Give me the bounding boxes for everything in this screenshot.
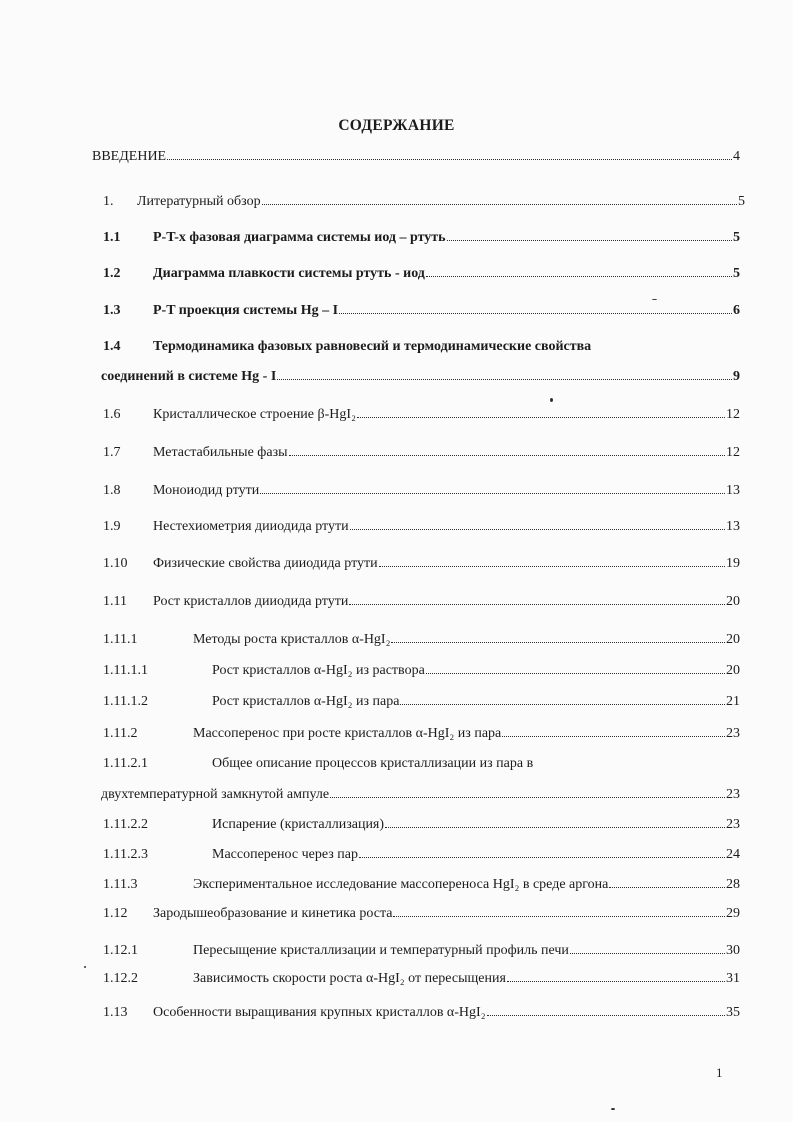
- toc-entry: [103, 1003, 740, 1021]
- dot-leader: [487, 1003, 725, 1016]
- toc-entry-page: 24: [726, 847, 740, 862]
- toc-entry-text: Кристаллическое строение β-HgI₂: [153, 407, 356, 422]
- toc-entry: [103, 554, 740, 572]
- toc-entry-text: Методы роста кристаллов α-HgI₂: [193, 632, 391, 647]
- toc-entry: [103, 443, 740, 461]
- toc-entry-text: Пересыщение кристаллизации и температурный профиль печи: [193, 943, 569, 958]
- toc-entry-number: 1.11.1.1: [103, 663, 148, 678]
- dot-leader: [262, 192, 737, 205]
- toc-entry-text: Моноиодид ртути: [153, 483, 260, 498]
- toc-entry-text: Испарение (кристаллизация): [212, 817, 385, 832]
- scan-speck: [611, 1108, 615, 1110]
- toc-entry-number: 1.12.1: [103, 943, 138, 958]
- dot-leader: [391, 630, 725, 643]
- dot-leader: [426, 264, 732, 277]
- toc-entry: [103, 592, 740, 610]
- toc-entry-text: Метастабильные фазы: [153, 445, 288, 460]
- toc-entry-text: Зародышеобразование и кинетика роста: [153, 906, 393, 921]
- toc-entry: [103, 338, 740, 356]
- toc-entry-text: ВВЕДЕНИЕ: [92, 149, 167, 164]
- toc-entry: [103, 264, 740, 282]
- toc-entry-number: 1.2: [103, 266, 121, 281]
- toc-entry-page: 20: [726, 594, 740, 609]
- page-title: СОДЕРЖАНИЕ: [338, 117, 455, 134]
- dot-leader: [379, 554, 725, 567]
- toc-entry-number: 1.: [103, 194, 114, 209]
- toc-entry-text: Термодинамика фазовых равновесий и термодинамические свойства: [153, 339, 592, 354]
- toc-entry-number: 1.11.2.3: [103, 847, 148, 862]
- toc-entry-number: 1.8: [103, 483, 121, 498]
- toc-entry-text: Зависимость скорости роста α-HgI₂ от пересыщения: [193, 971, 506, 986]
- toc-entry-number: 1.10: [103, 556, 128, 571]
- dot-leader: [502, 724, 725, 737]
- toc-entry: [103, 941, 740, 959]
- toc-entry-text: Рост кристаллов дииодида ртути: [153, 594, 349, 609]
- toc-entry: [103, 301, 740, 319]
- toc-entry-number: 1.11.2.1: [103, 756, 148, 771]
- dot-leader: [447, 228, 732, 241]
- toc-entry-text: Нестехиометрия дииодида ртути: [153, 519, 349, 534]
- toc-entry-page: 29: [726, 906, 740, 921]
- dot-leader: [330, 785, 725, 798]
- toc-entry-number: 1.12: [103, 906, 128, 921]
- toc-entry-number: 1.11.2.2: [103, 817, 148, 832]
- page-number: 1: [716, 1065, 723, 1080]
- toc-entry-page: 28: [726, 877, 740, 892]
- toc-entry-page: 9: [733, 369, 740, 384]
- dot-leader: [349, 592, 725, 605]
- toc-entry-number: 1.3: [103, 303, 121, 318]
- toc-entry-page: 5: [733, 266, 740, 281]
- toc-entry-text: Массоперенос при росте кристаллов α-HgI₂ из пара: [193, 726, 502, 741]
- dot-leader: [339, 301, 732, 314]
- dot-leader: [260, 481, 725, 494]
- toc-entry-page: 19: [726, 556, 740, 571]
- toc-entry-page: 23: [726, 726, 740, 741]
- toc-entry-page: 6: [733, 303, 740, 318]
- toc-entry: [103, 517, 740, 535]
- dot-leader: [277, 367, 732, 380]
- toc-entry: [103, 692, 740, 710]
- toc-entry-continuation: [101, 785, 740, 803]
- toc-entry-number: 1.1: [103, 230, 121, 245]
- dot-leader: [350, 517, 725, 530]
- toc-entry: [103, 875, 740, 893]
- toc-entry-text: P-T-x фазовая диаграмма системы иод – ртуть: [153, 230, 446, 245]
- toc-entry: [103, 630, 740, 648]
- dot-leader: [609, 875, 725, 888]
- toc-entry-number: 1.13: [103, 1005, 128, 1020]
- toc-entry: [103, 228, 740, 246]
- toc-entry-number: 1.4: [103, 339, 121, 354]
- toc-entry-number: 1.11.2: [103, 726, 138, 741]
- toc-entry-number: 1.9: [103, 519, 121, 534]
- toc-entry-page: 35: [726, 1005, 740, 1020]
- scan-speck: [550, 398, 553, 402]
- dot-leader: [507, 969, 725, 982]
- toc-entry: [103, 815, 740, 833]
- toc-entry-text: Особенности выращивания крупных кристаллов α-HgI₂: [153, 1005, 486, 1020]
- dot-leader: [426, 661, 725, 674]
- toc-entry-page: 12: [726, 407, 740, 422]
- toc-entry-text: P-T проекция системы Hg – I: [153, 303, 339, 318]
- scan-speck: [652, 299, 657, 300]
- toc-entry-text: Экспериментальное исследование массопереноса HgI₂ в среде аргона: [193, 877, 609, 892]
- toc-entry-page: 20: [726, 663, 740, 678]
- toc-entry-page: 21: [726, 694, 740, 709]
- toc-entry: [103, 845, 740, 863]
- toc-entry-number: 1.11.1: [103, 632, 138, 647]
- toc-entry: [103, 661, 740, 679]
- scan-speck: [84, 966, 86, 968]
- toc-entry: [103, 481, 740, 499]
- toc-entry: [103, 192, 745, 210]
- toc-entry-text: Рост кристаллов α-HgI₂ из раствора: [212, 663, 425, 678]
- toc-entry-text: Литературный обзор: [137, 194, 261, 209]
- toc-entry: [103, 969, 740, 987]
- toc-entry-page: 31: [726, 971, 740, 986]
- toc-entry-page: 13: [726, 519, 740, 534]
- toc-entry-page: 13: [726, 483, 740, 498]
- toc-entry: [92, 147, 740, 165]
- dot-leader: [400, 692, 725, 705]
- toc-entry-continuation: [101, 367, 740, 385]
- dot-leader: [167, 147, 732, 160]
- dot-leader: [359, 845, 725, 858]
- toc-entry: [103, 755, 740, 773]
- toc-entry-number: 1.11.3: [103, 877, 138, 892]
- toc-entry: [103, 724, 740, 742]
- dot-leader: [385, 815, 725, 828]
- toc-entry-text: Массоперенос через пар: [212, 847, 358, 862]
- toc-entry-text: соединений в системе Hg - I: [101, 369, 277, 384]
- toc-entry-text: Диаграмма плавкости системы ртуть - иод: [153, 266, 425, 281]
- dot-leader: [393, 904, 725, 917]
- toc-entry-page: 12: [726, 445, 740, 460]
- toc-entry-page: 23: [726, 787, 740, 802]
- toc-entry-page: 30: [726, 943, 740, 958]
- toc-entry-page: 5: [733, 230, 740, 245]
- toc-entry-text: двухтемпературной замкнутой ампуле: [101, 787, 330, 802]
- toc-entry: [103, 405, 740, 423]
- toc-entry-page: 23: [726, 817, 740, 832]
- toc-entry: [103, 904, 740, 922]
- dot-leader: [289, 443, 725, 456]
- toc-entry-text: Рост кристаллов α-HgI₂ из пара: [212, 694, 400, 709]
- dot-leader: [570, 941, 725, 954]
- toc-entry-page: 20: [726, 632, 740, 647]
- toc-entry-text: Физические свойства дииодида ртути: [153, 556, 378, 571]
- toc-entry-text: Общее описание процессов кристаллизации из пара в: [212, 756, 534, 771]
- toc-entry-page: 4: [733, 149, 740, 164]
- toc-entry-number: 1.11.1.2: [103, 694, 148, 709]
- toc-entry-page: 5: [738, 194, 745, 209]
- toc-entry-number: 1.11: [103, 594, 127, 609]
- toc-entry-number: 1.6: [103, 407, 121, 422]
- toc-entry-number: 1.12.2: [103, 971, 138, 986]
- dot-leader: [357, 405, 725, 418]
- toc-entry-number: 1.7: [103, 445, 121, 460]
